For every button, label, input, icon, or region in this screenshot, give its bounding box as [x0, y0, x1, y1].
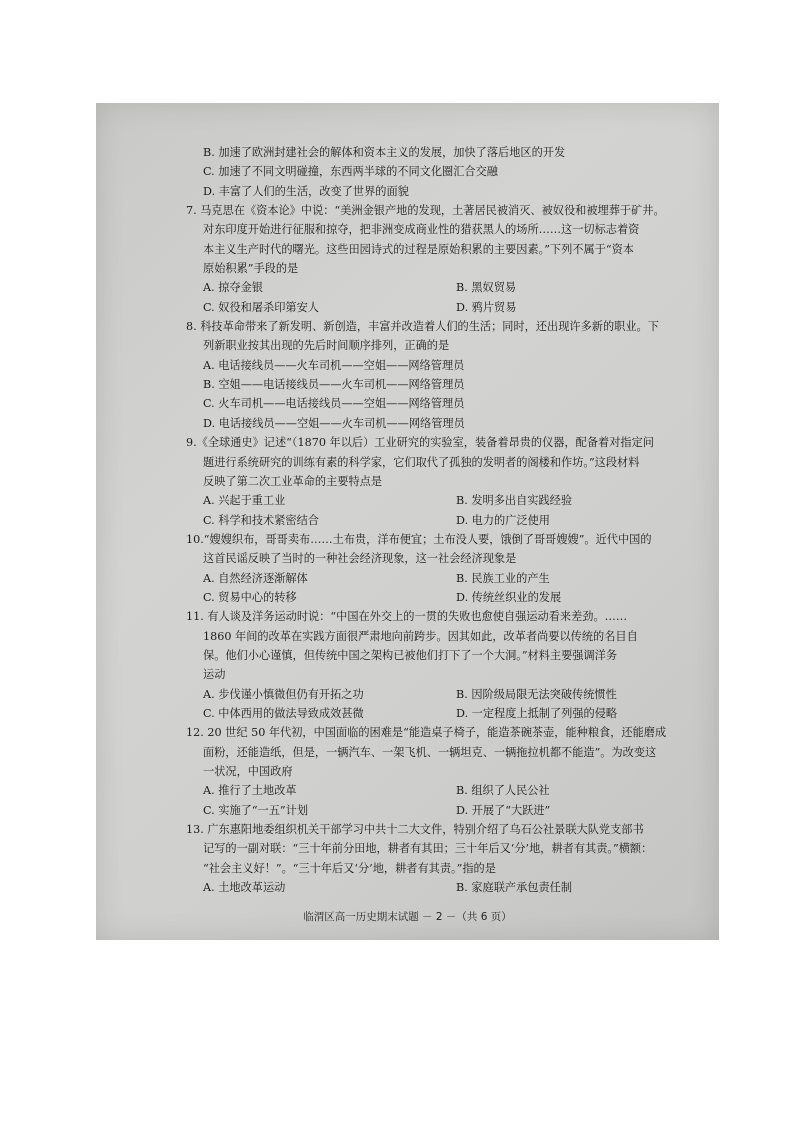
q12-stem-line: 一状况，中国政府 [203, 765, 293, 778]
q12-option-a: A. 推行了土地改革 [203, 784, 297, 798]
q7-option-d: D. 鸦片贸易 [456, 300, 517, 314]
page-footer: 临渭区高一历史期末试题 － 2 －（共 6 页） [303, 911, 512, 923]
q9-option-a: A. 兴起于重工业 [203, 494, 286, 508]
q9-stem-line: 反映了第二次工业革命的主要特点是 [203, 474, 383, 488]
q9-option-b: B. 发明多出自实践经验 [456, 494, 573, 508]
scanned-exam-page [96, 103, 719, 940]
q11-options-row [186, 704, 686, 723]
q6-option-d: D. 丰富了人们的生活，改变了世界的面貌 [203, 184, 409, 198]
q11-stem-line: 运动 [203, 668, 226, 682]
q7-stem-line: 本主义生产时代的曙光。这些田园诗式的过程是原始积累的主要因素。”下列不属于“资本 [203, 242, 634, 256]
q6-option-c: C. 加速了不同文明碰撞，东西两半球的不同文化圈汇合交融 [203, 165, 498, 179]
q7-stem-line: 对东印度开始进行征服和掠夺，把非洲变成商业性的猎获黑人的场所……这一切标志着资 [203, 223, 640, 237]
q13-options-row [186, 878, 686, 897]
q8-option-a: A. 电话接线员——火车司机——空姐——网络管理员 [203, 358, 465, 372]
q8-option-d: D. 电话接线员——空姐——火车司机——网络管理员 [203, 416, 465, 430]
q6-option-b: B. 加速了欧洲封建社会的解体和资本主义的发展，加快了落后地区的开发 [203, 146, 566, 159]
q7-options-row [186, 278, 686, 297]
q9-options-row [186, 491, 686, 510]
q10-options-row [186, 569, 686, 588]
question-7 [186, 201, 686, 317]
q13-option-a: A. 土地改革运动 [203, 881, 286, 895]
q11-option-c: C. 中体西用的做法导致成效甚微 [203, 706, 364, 720]
q9-option-c: C. 科学和技术紧密结合 [203, 513, 319, 527]
q12-options-row [186, 801, 686, 820]
q12-option-b: B. 组织了人民公社 [456, 784, 550, 798]
question-9 [186, 433, 686, 530]
q11-stem-line: 11. 有人谈及洋务运动时说：“中国在外交上的一贯的失败也愈使自强运动看来差劲。…… [186, 610, 628, 624]
q12-option-d: D. 开展了“大跃进” [456, 803, 551, 817]
exam-content [186, 143, 686, 897]
q10-stem-line: 这首民谣反映了当时的一种社会经济现象，这一社会经济现象是 [203, 552, 517, 566]
q10-option-d: D. 传统丝织业的发展 [456, 590, 562, 604]
q13-stem-line: 记写的一副对联：“三十年前分田地，耕者有其田；三十年后又‘分’地，耕者有其责。”横额： [203, 842, 653, 856]
q8-stem-line: 列新职业按其出现的先后时间顺序排列，正确的是 [203, 339, 450, 353]
q7-options-row [186, 298, 686, 317]
q12-stem-line: 面粉，还能造纸，但是，一辆汽车、一架飞机、一辆坦克、一辆拖拉机都不能造”。为改变这 [203, 745, 657, 759]
q13-option-b: B. 家庭联产承包责任制 [456, 881, 573, 895]
question-10 [186, 530, 686, 607]
q9-options-row [186, 511, 686, 530]
q8-option-c: C. 火车司机——电话接线员——空姐——网络管理员 [203, 397, 465, 411]
q11-stem-line: 1860 年间的改革在实践方面很严肃地向前跨步。因其如此，改革者尚要以传统的名目自 [203, 629, 638, 643]
q9-option-d: D. 电力的广泛使用 [456, 513, 550, 527]
q10-options-row [186, 588, 686, 607]
question-11 [186, 607, 686, 723]
q12-options-row [186, 781, 686, 800]
q8-option-b: B. 空姐——电话接线员——火车司机——网络管理员 [203, 378, 465, 392]
q10-option-a: A. 自然经济逐渐解体 [203, 571, 308, 585]
q11-option-b: B. 因阶级局限无法突破传统惯性 [456, 687, 617, 701]
question-12 [186, 723, 686, 820]
q7-stem-line: 原始积累”手段的是 [203, 262, 299, 276]
q10-option-c: C. 贸易中心的转移 [203, 590, 297, 604]
q7-option-b: B. 黑奴贸易 [456, 281, 517, 295]
q12-option-c: C. 实施了“一五”计划 [203, 803, 309, 817]
q11-stem-line: 保。他们小心谨慎，但传统中国之架构已被他们打下了一个大洞。”材料主要强调洋务 [203, 648, 618, 662]
question-8 [186, 317, 686, 433]
q13-stem-line: “社会主义好！”。“三十年后又‘分’地，耕者有其责。”指的是 [203, 861, 496, 875]
q13-stem-line: 13. 广东惠阳地委组织机关干部学习中共十二大文件，特别介绍了乌石公社景联大队党支部书 [186, 823, 644, 837]
question-6-options [186, 143, 686, 201]
q10-option-b: B. 民族工业的产生 [456, 571, 550, 585]
q7-stem-line: 7. 马克思在《资本论》中说：“美洲金银产地的发现，土著居民被消灭、被奴役和被埋葬于矿井。 [186, 204, 665, 218]
q11-option-a: A. 步伐谨小慎微但仍有开拓之功 [203, 687, 364, 701]
q12-stem-line: 12. 20 世纪 50 年代初，中国面临的困难是“能造桌子椅子，能造茶碗茶壶，能种粮食，还能磨成 [186, 726, 667, 740]
q9-stem-line: 题进行系统研究的训练有素的科学家，它们取代了孤独的发明者的阁楼和作坊。”这段材料 [203, 455, 640, 469]
q7-option-a: A. 掠夺金银 [203, 281, 263, 295]
q10-stem-line: 10.“嫂嫂织布，哥哥卖布……土布贵，洋布便宜；土布没人要，饿倒了哥哥嫂嫂”。近代中国的 [186, 532, 652, 546]
q11-option-d: D. 一定程度上抵制了列强的侵略 [456, 706, 618, 720]
q9-stem-line: 9.《全球通史》记述“（1870 年以后）工业研究的实验室，装备着昂贵的仪器，配备着对指定问 [186, 436, 654, 450]
question-13 [186, 820, 686, 897]
q11-options-row [186, 685, 686, 704]
q7-option-c: C. 奴役和屠杀印第安人 [203, 300, 319, 314]
q8-stem-line: 8. 科技革命带来了新发明、新创造，丰富并改造着人们的生活；同时，还出现许多新的职业。下 [186, 320, 659, 334]
